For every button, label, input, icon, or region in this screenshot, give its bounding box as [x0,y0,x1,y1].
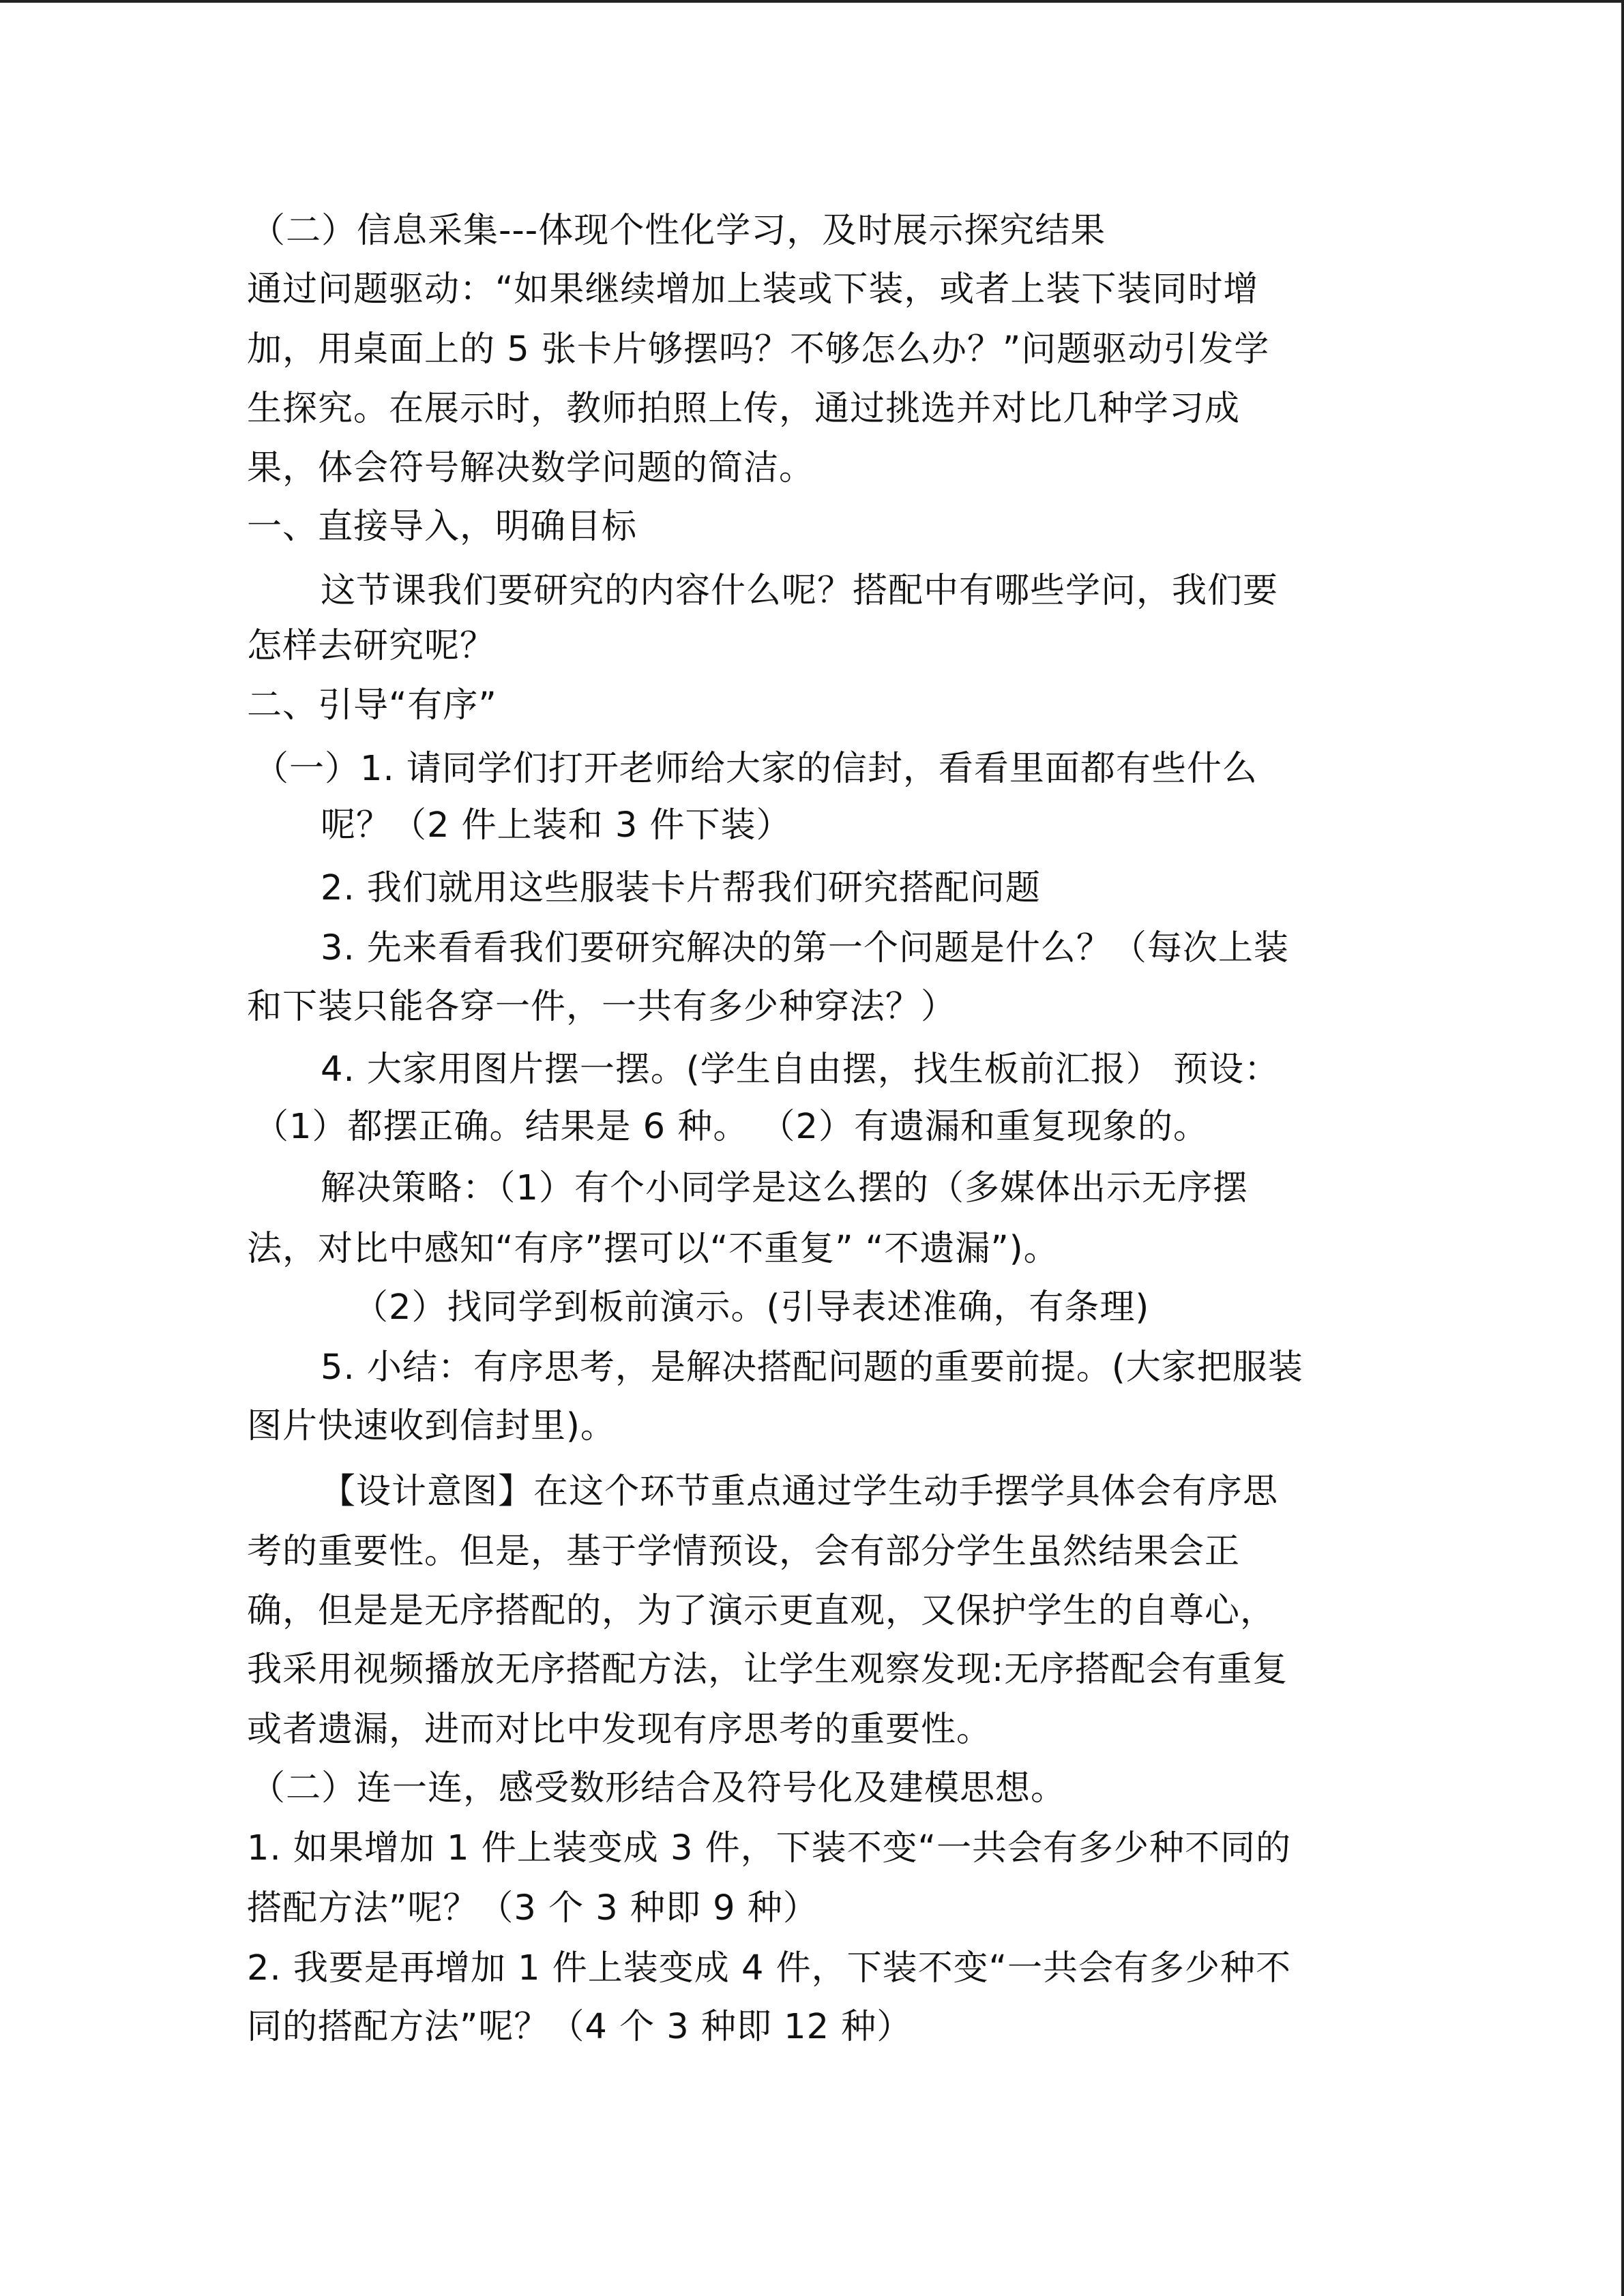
paragraph-line: 图片快速收到信封里)。 [247,1406,616,1446]
paragraph-line: 2. 我们就用这些服装卡片帮我们研究搭配问题 [321,868,1041,908]
paragraph-line: 加，用桌面上的 5 张卡片够摆吗？不够怎么办？”问题驱动引发学 [247,329,1270,370]
paragraph-line: （1）都摆正确。结果是 6 种。 （2）有遗漏和重复现象的。 [254,1107,1209,1147]
paragraph-line: 我采用视频播放无序搭配方法，让学生观察发现:无序搭配会有重复 [247,1650,1288,1690]
paragraph-line: 1. 如果增加 1 件上装变成 3 件，下装不变“一共会有多少种不同的 [247,1828,1292,1868]
paragraph-line: 果，体会符号解决数学问题的简洁。 [247,448,815,488]
paragraph-line: 考的重要性。但是，基于学情预设，会有部分学生虽然结果会正 [247,1532,1241,1572]
paragraph-line: 3. 先来看看我们要研究解决的第一个问题是什么？（每次上装 [321,928,1289,968]
section-heading-direct-intro: 一、直接导入，明确目标 [247,507,638,547]
section-heading-info-collection: （二）信息采集---体现个性化学习，及时展示探究结果 [250,211,1106,251]
paragraph-line: 法，对比中感知“有序”摆可以“不重复” “不遗漏”)。 [247,1229,1059,1269]
design-intent-line: 【设计意图】在这个环节重点通过学生动手摆学具体会有序思 [321,1472,1279,1512]
section-heading-connect: （二）连一连，感受数形结合及符号化及建模思想。 [250,1768,1067,1808]
paragraph-line: 怎样去研究呢？ [247,626,496,666]
paragraph-line: 和下装只能各穿一件，一共有多少种穿法？） [247,987,957,1027]
paragraph-line: 同的搭配方法”呢？（4 个 3 种即 12 种） [247,2007,913,2047]
paragraph-line: 这节课我们要研究的内容什么呢？搭配中有哪些学问，我们要 [321,571,1279,611]
paragraph-line: 呢？（2 件上装和 3 件下装） [321,805,792,846]
paragraph-line: （2）找同学到板前演示。(引导表述准确，有条理) [353,1287,1150,1328]
section-heading-guide-order: 二、引导“有序” [247,685,497,726]
paragraph-line: 5. 小结：有序思考，是解决搭配问题的重要前提。(大家把服装 [321,1347,1303,1388]
paragraph-line: 生探究。在展示时，教师拍照上传，通过挑选并对比几种学习成 [247,389,1241,429]
paragraph-line: 2. 我要是再增加 1 件上装变成 4 件，下装不变“一共会有多少种不 [247,1948,1292,1988]
paragraph-line: 或者遗漏，进而对比中发现有序思考的重要性。 [247,1710,992,1750]
paragraph-line: 通过问题驱动：“如果继续增加上装或下装，或者上装下装同时增 [247,269,1259,310]
paragraph-line: 搭配方法”呢？（3 个 3 种即 9 种） [247,1888,818,1928]
paragraph-line: 确，但是是无序搭配的，为了演示更直观，又保护学生的自尊心， [247,1591,1276,1631]
paragraph-line: 解决策略：（1）有个小同学是这么摆的（多媒体出示无序摆 [321,1168,1248,1208]
paragraph-line: 4. 大家用图片摆一摆。(学生自由摆，找生板前汇报） 预设： [321,1049,1280,1090]
paragraph-line: （一）1. 请同学们打开老师给大家的信封，看看里面都有些什么 [254,749,1258,789]
